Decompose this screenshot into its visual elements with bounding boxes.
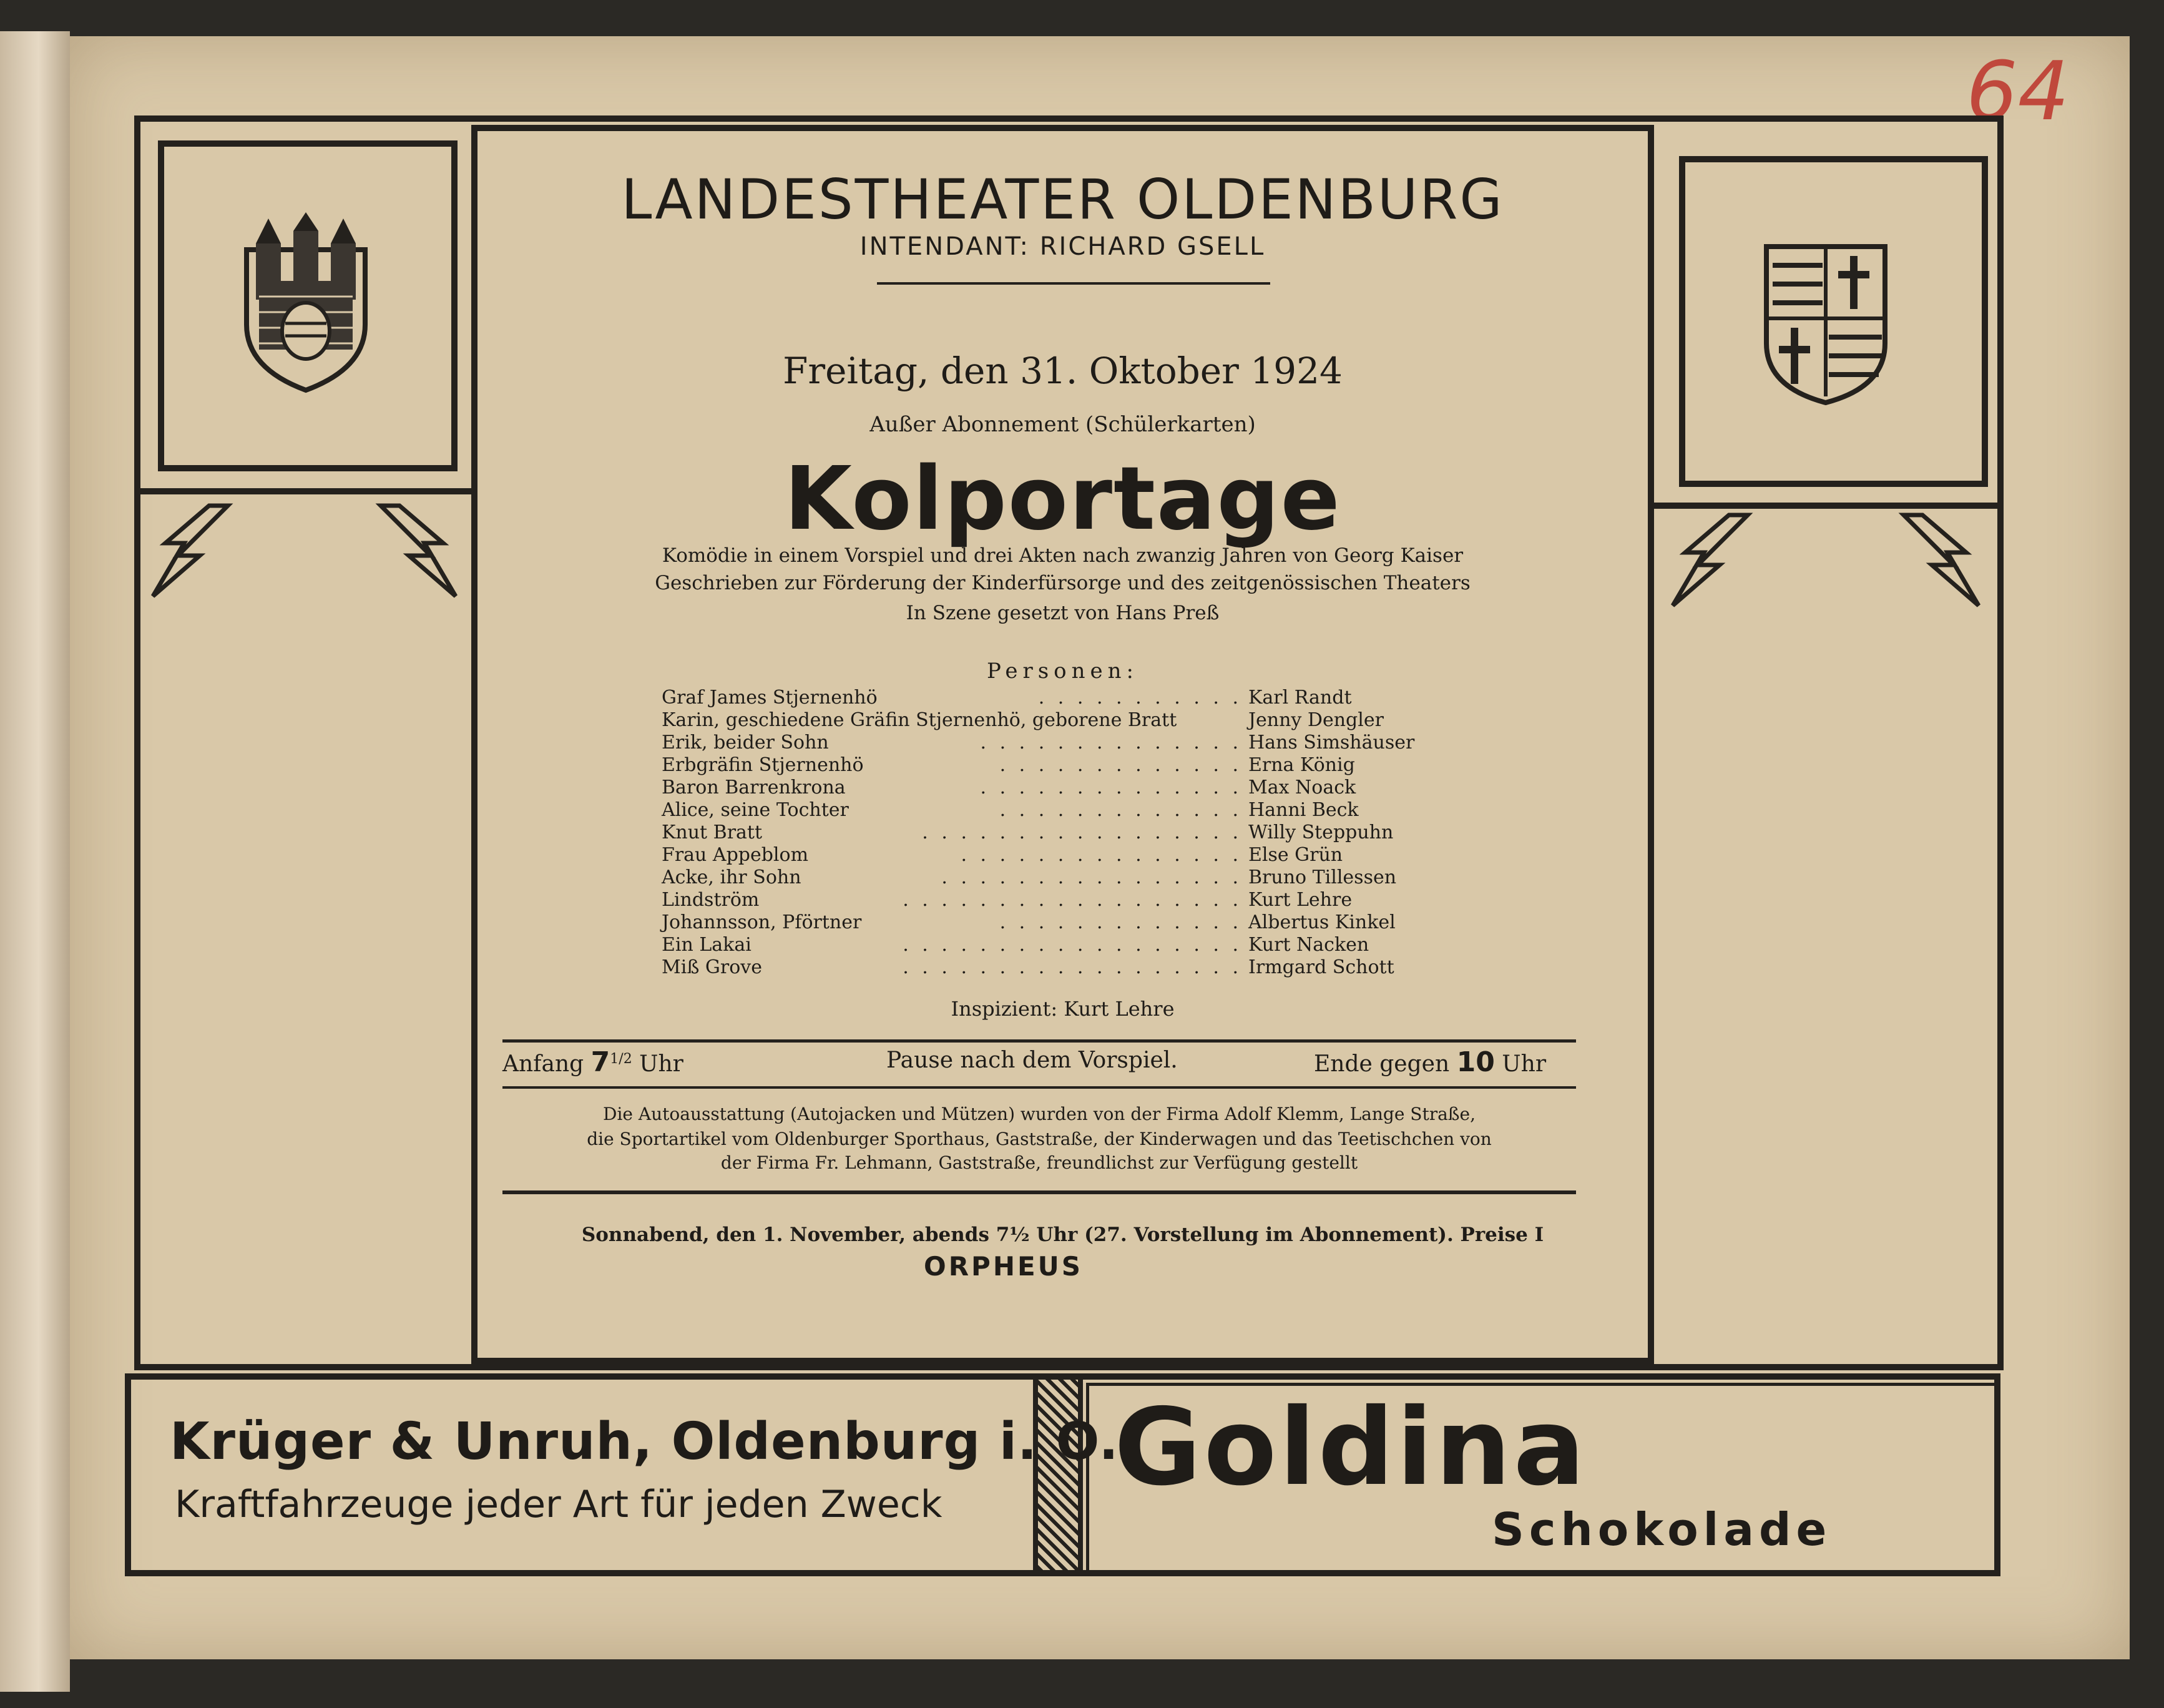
cast-row	[662, 844, 1473, 866]
page-number: 64	[1966, 44, 2070, 139]
cast-actor: Else Grün	[1248, 844, 1343, 866]
cast-row	[662, 822, 1473, 844]
end-label: Ende gegen	[1314, 1051, 1450, 1077]
start-time	[502, 1046, 683, 1078]
cast-role: Erbgräfin Stjernenhö	[662, 754, 864, 776]
end-time	[1314, 1046, 1546, 1078]
intendant-line: INTENDANT: RICHARD GSELL	[859, 232, 1266, 261]
cast-dots: . . . . . . . . . . . . . . . . . .	[903, 889, 1242, 911]
cast-dots: . . . . . . . . . . . . .	[999, 911, 1242, 933]
cast-row	[662, 754, 1473, 777]
cast-dots: . . . . . . . . . . .	[1038, 687, 1242, 709]
ad-divider-ornament	[1033, 1380, 1083, 1570]
cast-actor: Max Noack	[1248, 777, 1356, 798]
cast-row	[662, 956, 1473, 979]
cast-dots: . . . . . . . . . . . . . . . . .	[922, 822, 1242, 843]
oldenburg-city-crest-icon	[234, 212, 378, 393]
cast-row	[662, 911, 1473, 934]
cast-actor: Karl Randt	[1248, 687, 1352, 709]
cast-actor: Irmgard Schott	[1248, 956, 1394, 978]
credits-line-3: der Firma Fr. Lehmann, Gaststraße, freundlichst zur Verfügung gestellt	[720, 1152, 1358, 1173]
kruger-unruh-title: Krüger & Unruh, Oldenburg i. O.	[170, 1412, 1119, 1471]
credits-line-2: die Sportartikel vom Oldenburger Sporthaus, Gaststraße, der Kinderwagen und das Teetischchen von	[587, 1129, 1492, 1149]
goldina-subtitle: Schokolade	[1492, 1503, 1832, 1556]
cast-actor: Hanni Beck	[1248, 799, 1359, 821]
cast-row	[662, 866, 1473, 889]
cast-actor: Willy Steppuhn	[1248, 822, 1394, 843]
cast-dots: . . . . . . . . . . . . . . . .	[941, 866, 1242, 888]
next-show-line: Sonnabend, den 1. November, abends 7½ Uhr (27. Vorstellung im Abonnement). Preise I	[581, 1224, 1544, 1246]
cast-role: Frau Appeblom	[662, 844, 809, 866]
cast-row	[662, 732, 1473, 754]
cast-row	[662, 709, 1473, 732]
cast-actor: Jenny Dengler	[1248, 709, 1384, 731]
start-label: Anfang	[502, 1051, 584, 1077]
theater-name: LANDESTHEATER OLDENBURG	[621, 167, 1504, 232]
right-divider	[1654, 503, 1997, 509]
pause-note: Pause nach dem Vorspiel.	[886, 1048, 1178, 1073]
lightning-ornament-icon	[140, 499, 240, 599]
next-show-rule	[502, 1190, 1576, 1194]
cast-role: Lindström	[662, 889, 760, 911]
lightning-ornament-icon	[1891, 509, 1991, 609]
cast-row	[662, 889, 1473, 911]
cast-role: Erik, beider Sohn	[662, 732, 829, 753]
cast-role: Knut Bratt	[662, 822, 763, 843]
direction-credit: In Szene gesetzt von Hans Preß	[906, 602, 1220, 624]
cast-dots: . . . . . . . . . . . . . . .	[961, 844, 1242, 866]
play-title: Kolportage	[784, 448, 1341, 550]
cast-role: Ein Lakai	[662, 934, 752, 956]
start-unit: Uhr	[639, 1051, 683, 1077]
cast-role: Graf James Stjernenhö	[662, 687, 878, 709]
kruger-unruh-tagline: Kraftfahrzeuge jeder Art für jeden Zweck	[175, 1483, 942, 1526]
cast-row	[662, 799, 1473, 822]
cast-role: Karin, geschiedene Gräfin Stjernenhö, geborene Bratt	[662, 709, 1177, 731]
subscription-note: Außer Abonnement (Schülerkarten)	[869, 412, 1256, 437]
cast-dots: . . . . . . . . . . . . . . . . . .	[903, 934, 1242, 956]
cast-actor: Erna König	[1248, 754, 1355, 776]
credits-line-1: Die Autoausstattung (Autojacken und Mützen) wurden von der Firma Adolf Klemm, Lange Straße,	[603, 1104, 1476, 1124]
cast-role: Alice, seine Tochter	[662, 799, 849, 821]
cast-actor: Kurt Lehre	[1248, 889, 1353, 911]
cast-actor: Hans Simshäuser	[1248, 732, 1415, 753]
cast-role: Baron Barrenkrona	[662, 777, 846, 798]
cast-actor: Albertus Kinkel	[1248, 911, 1396, 933]
header-rule	[877, 282, 1270, 285]
end-unit: Uhr	[1502, 1051, 1547, 1077]
start-hour: 7	[590, 1046, 610, 1078]
cast-heading: Personen:	[986, 659, 1138, 684]
book-binding	[0, 31, 70, 1692]
cast-dots: . . . . . . . . . . . . .	[999, 799, 1242, 821]
cast-dots: . . . . . . . . . . . . . .	[980, 777, 1242, 798]
cast-row	[662, 687, 1473, 709]
cast-actor: Kurt Nacken	[1248, 934, 1369, 956]
cast-row	[662, 777, 1473, 799]
play-dedication: Geschrieben zur Förderung der Kinderfürsorge und des zeitgenössischen Theaters	[655, 572, 1471, 594]
times-rule-top	[502, 1039, 1576, 1043]
cast-dots: . . . . . . . . . . . . . . . . . .	[903, 956, 1242, 978]
end-hour: 10	[1456, 1046, 1495, 1078]
cast-actor: Bruno Tillessen	[1248, 866, 1397, 888]
oldenburg-state-crest-icon	[1760, 237, 1891, 406]
event-date: Freitag, den 31. Oktober 1924	[783, 350, 1343, 392]
inspizient-credit: Inspizient: Kurt Lehre	[951, 997, 1175, 1021]
goldina-title: Goldina	[1114, 1386, 1588, 1509]
cast-role: Acke, ihr Sohn	[662, 866, 801, 888]
cast-dots: . . . . . . . . . . . . . .	[980, 732, 1242, 753]
cast-row	[662, 934, 1473, 956]
next-show-title: ORPHEUS	[924, 1251, 1084, 1282]
lightning-ornament-icon	[368, 499, 468, 599]
start-fraction: 1/2	[610, 1051, 632, 1067]
times-rule-bottom	[502, 1086, 1576, 1089]
cast-role: Miß Grove	[662, 956, 762, 978]
cast-role: Johannsson, Pförtner	[662, 911, 862, 933]
cast-dots: . . . . . . . . . . . . .	[999, 754, 1242, 776]
left-divider	[140, 488, 471, 494]
lightning-ornament-icon	[1660, 509, 1760, 609]
play-subtitle: Komödie in einem Vorspiel und drei Akten nach zwanzig Jahren von Georg Kaiser	[662, 544, 1464, 567]
